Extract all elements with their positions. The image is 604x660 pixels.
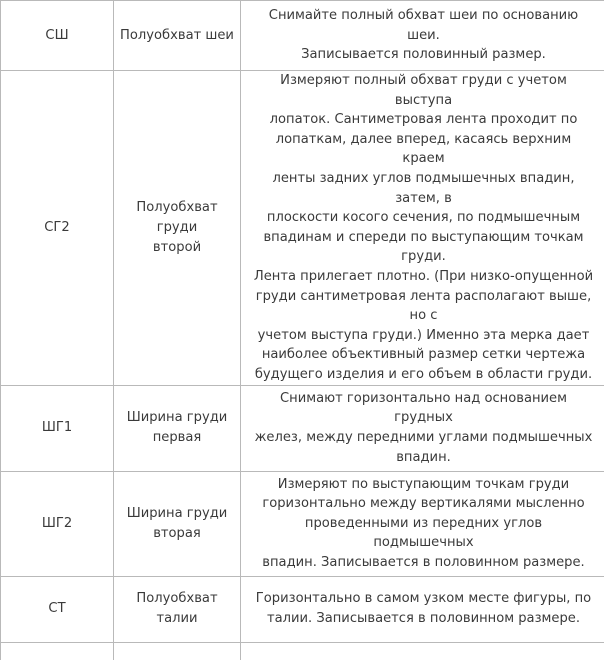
measurement-name: Полуобхват талии	[114, 576, 241, 642]
measurement-name: Ширина груди вторая	[114, 471, 241, 576]
measurement-description: Измеряют по выступающим точкам груди горизонтально между вертикалями мысленно проведенными из передних углов подмышечных впадин. Записывается в половинном размере.	[241, 471, 604, 576]
measurement-name	[114, 642, 241, 660]
measurement-code: ШГ1	[1, 385, 114, 471]
table-row	[1, 576, 604, 642]
table-row	[1, 642, 604, 660]
table-row	[1, 1, 604, 71]
measurement-name: Полуобхват груди второй	[114, 71, 241, 386]
measurement-code: СТ	[1, 576, 114, 642]
table-row	[1, 71, 604, 386]
table-row	[1, 385, 604, 471]
measurement-code: ШГ2	[1, 471, 114, 576]
measurement-name: Полуобхват шеи	[114, 1, 241, 71]
measurement-code	[1, 642, 114, 660]
measurement-description: Снимайте полный обхват шеи по основанию шеи. Записывается половинный размер.	[241, 1, 604, 71]
measurement-code: СШ	[1, 1, 114, 71]
measurement-name: Ширина груди первая	[114, 385, 241, 471]
measurement-code: СГ2	[1, 71, 114, 386]
table-row	[1, 471, 604, 576]
measurement-description: Снимают горизонтально над основанием грудных желез, между передними углами подмышечных впадин.	[241, 385, 604, 471]
measurement-description: Измеряют полный обхват груди с учетом выступа лопаток. Сантиметровая лента проходит по лопаткам, далее вперед, касаясь верхним краем ленты задних углов подмышечных впадин, затем, в плоскости косого сечения, по подмышечным впадинам и спереди по выступающим точкам груди. Лента прилегает плотно. (При низко-опущенной груди сантиметровая лента располагают выше, но с учетом выступа груди.) Именно эта мерка дает наиболее объективный размер сетки чертежа будущего изделия и его объем в области груди.	[241, 71, 604, 386]
measurement-description	[241, 642, 604, 660]
measurement-description: Горизонтально в самом узком месте фигуры, по талии. Записывается в половинном размере.	[241, 576, 604, 642]
